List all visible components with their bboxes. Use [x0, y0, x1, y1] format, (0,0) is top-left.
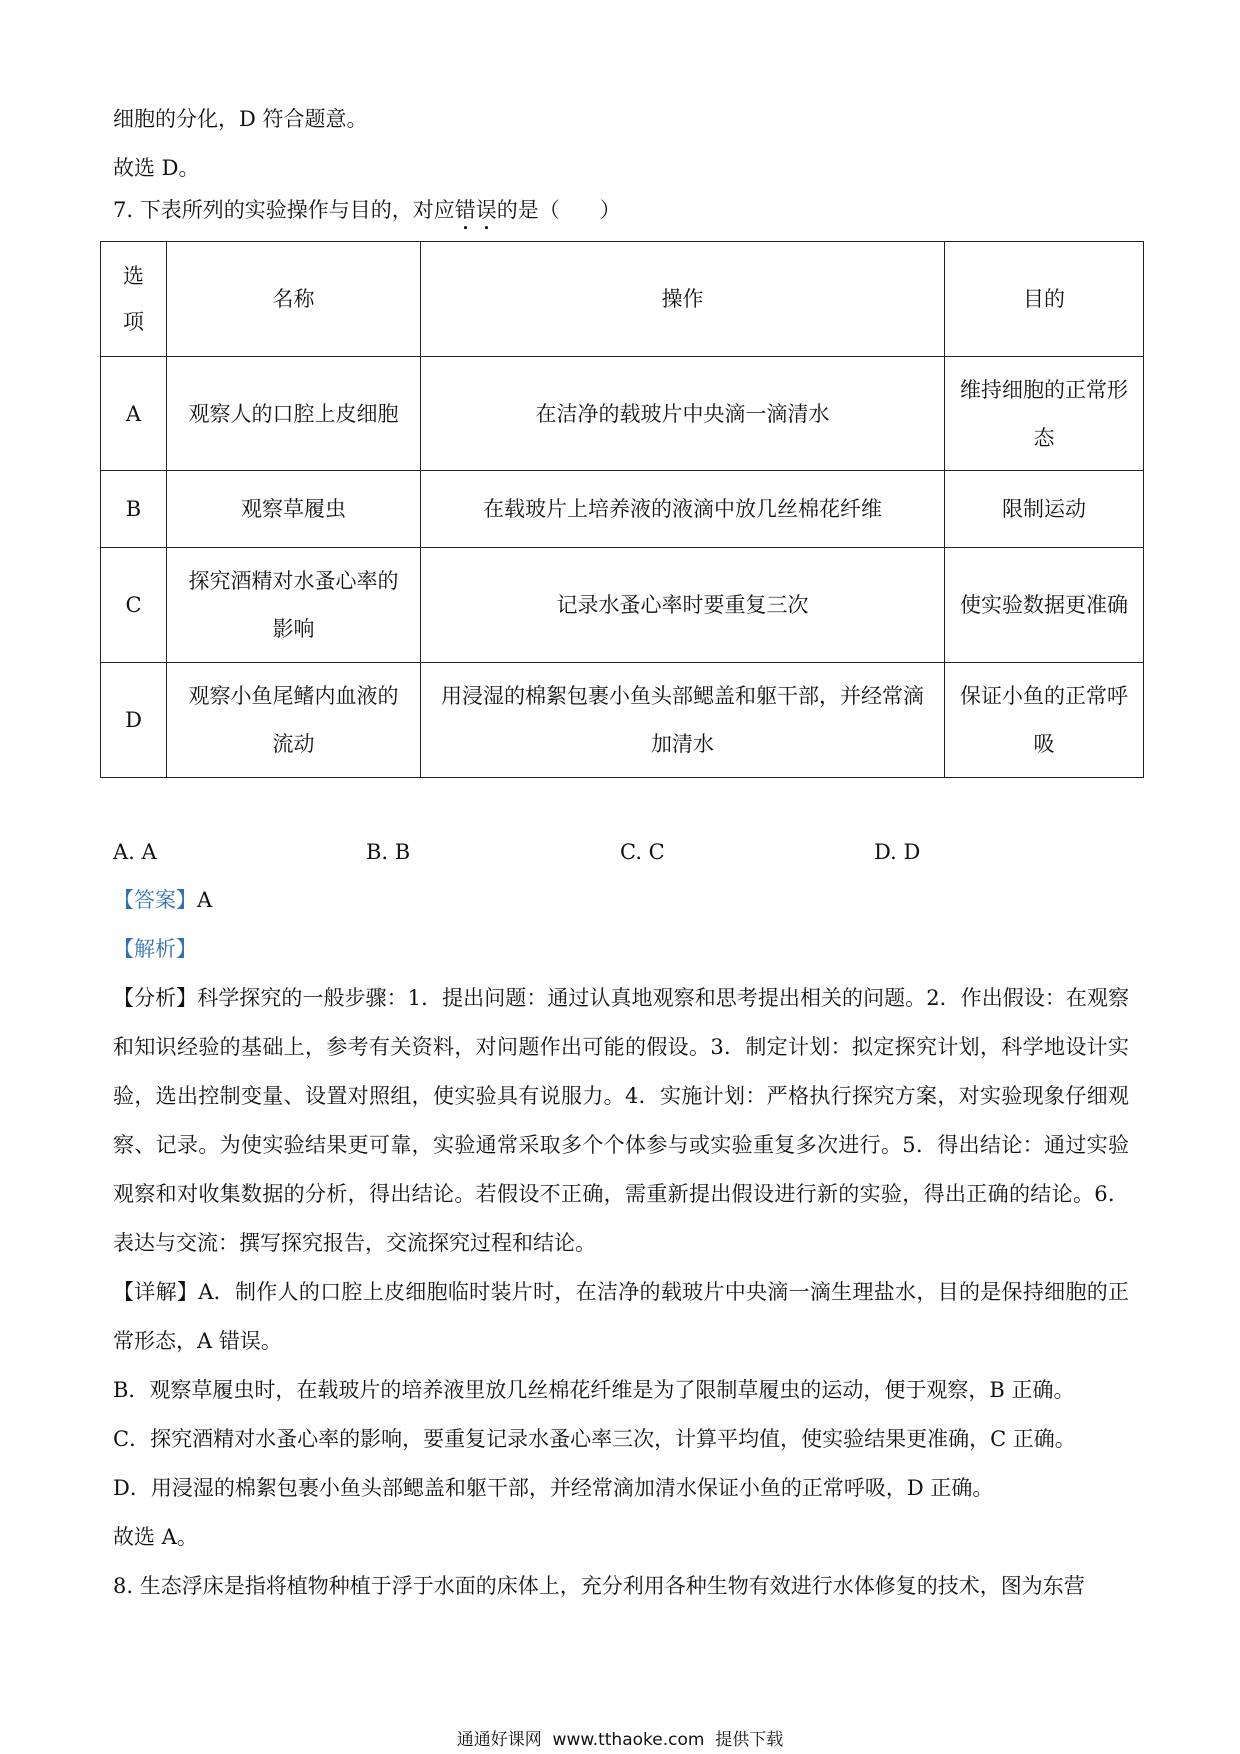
analysis-paragraph — [113, 974, 1129, 1268]
answer-value: A — [197, 888, 213, 912]
detail-paragraph — [113, 1268, 1129, 1366]
analysis-tag: 【解析】 — [113, 937, 197, 961]
answer-tag: 【答案】 — [113, 888, 197, 912]
prev-answer-line2: 故选 D。 — [113, 156, 200, 180]
page-footer: 通通好课网 www.tthaoke.com 提供下载 — [456, 1730, 784, 1750]
header-option — [101, 242, 167, 357]
row-d-operation: 用浸湿的棉絮包裹小鱼头部鳃盖和躯干部，并经常滴加清水 — [421, 663, 945, 778]
detail-d: D．用浸湿的棉絮包裹小鱼头部鳃盖和躯干部，并经常滴加清水保证小鱼的正常呼吸，D 正确。 — [113, 1476, 994, 1500]
table-row — [101, 471, 1144, 548]
question-8-stem: 8. 生态浮床是指将植物种植于浮于水面的床体上，充分利用各种生物有效进行水体修复的技术，图为东营 — [113, 1574, 1085, 1598]
question-7-stem-emphasis: 错误 — [454, 198, 497, 222]
row-d-option: D — [101, 663, 167, 778]
row-c-option: C — [101, 548, 167, 663]
row-c-operation: 记录水蚤心率时要重复三次 — [421, 548, 945, 663]
row-d-name: 观察小鱼尾鳍内血液的流动 — [167, 663, 421, 778]
detail-a: A．制作人的口腔上皮细胞临时装片时，在洁净的载玻片中央滴一滴生理盐水，目的是保持细胞的正常形态，A 错误。 — [113, 1280, 1130, 1353]
analysis-label: 【分析】 — [113, 986, 198, 1010]
analysis-heading — [113, 935, 197, 963]
question-7-stem-pre: 7. 下表所列的实验操作与目的，对应 — [113, 198, 455, 222]
header-option-char-2: 项 — [123, 310, 144, 334]
choice-b: B. B — [366, 840, 411, 864]
prev-answer-line1: 细胞的分化，D 符合题意。 — [113, 107, 368, 131]
table-row — [101, 357, 1144, 471]
row-b-purpose: 限制运动 — [945, 471, 1144, 548]
question-7-table — [100, 241, 1144, 778]
row-a-option: A — [101, 357, 167, 471]
detail-c: C．探究酒精对水蚤心率的影响，要重复记录水蚤心率三次，计算平均值，使实验结果更准确，C 正确。 — [113, 1427, 1076, 1451]
row-a-purpose: 维持细胞的正常形态 — [945, 357, 1144, 471]
row-c-purpose: 使实验数据更准确 — [945, 548, 1144, 663]
row-c-name: 探究酒精对水蚤心率的影响 — [167, 548, 421, 663]
detail-b: B．观察草履虫时，在载玻片的培养液里放几丝棉花纤维是为了限制草履虫的运动，便于观察，B 正确。 — [113, 1378, 1075, 1402]
choice-a: A. A — [113, 840, 157, 864]
row-b-name: 观察草履虫 — [167, 471, 421, 548]
choice-d: D. D — [874, 840, 921, 864]
header-option-char-1: 选 — [123, 264, 144, 288]
question-7-stem-post: 的是（ ） — [496, 198, 621, 222]
choice-c: C. C — [620, 840, 665, 864]
header-purpose: 目的 — [945, 242, 1144, 357]
detail-label: 【详解】 — [113, 1280, 199, 1304]
header-name: 名称 — [167, 242, 421, 357]
table-row — [101, 548, 1144, 663]
row-a-operation: 在洁净的载玻片中央滴一滴清水 — [421, 357, 945, 471]
row-a-name: 观察人的口腔上皮细胞 — [167, 357, 421, 471]
row-b-option: B — [101, 471, 167, 548]
answer-line — [113, 886, 212, 914]
analysis-text: 科学探究的一般步骤：1．提出问题：通过认真地观察和思考提出相关的问题。2．作出假设：在观察和知识经验的基础上，参考有关资料，对问题作出可能的假设。3．制定计划：拟定探究计划，科学地设计实验，选出控制变量、设置对照组，使实验具有说服力。4．实施计划：严格执行探究方案，对实验现象仔细观察、记录。为使实验结果更可靠，实验通常采取多个个体参与或实验重复多次进行。5．得出结论：通过实验观察和对收集数据的分析，得出结论。若假设不正确，需重新提出假设进行新的实验，得出正确的结论。6．表达与交流：撰写探究报告，交流探究过程和结论。 — [113, 986, 1130, 1255]
header-operation: 操作 — [421, 242, 945, 357]
table-header-row — [101, 242, 1144, 357]
table-row — [101, 663, 1144, 778]
row-d-purpose: 保证小鱼的正常呼吸 — [945, 663, 1144, 778]
row-b-operation: 在载玻片上培养液的液滴中放几丝棉花纤维 — [421, 471, 945, 548]
question-7-stem — [113, 196, 621, 235]
question-7-final: 故选 A。 — [113, 1525, 198, 1549]
